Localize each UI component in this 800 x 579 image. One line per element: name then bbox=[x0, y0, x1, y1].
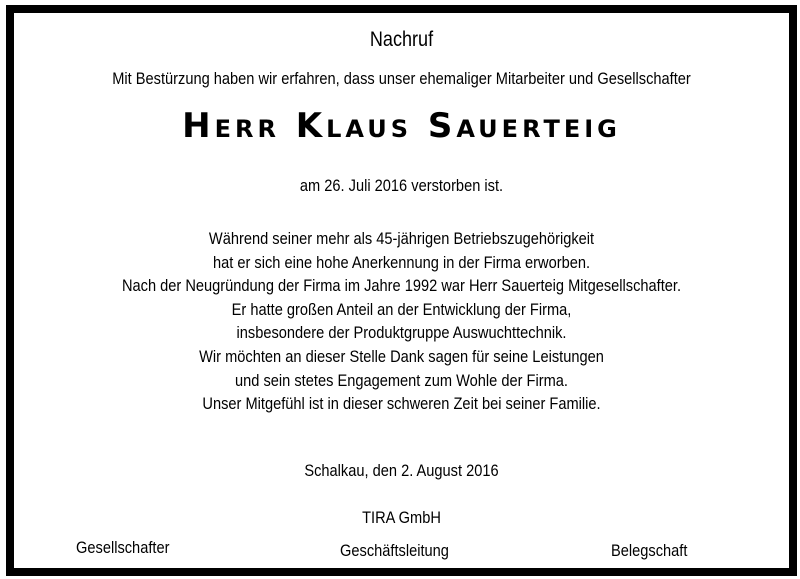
tribute-line: Er hatte großen Anteil an der Entwicklung der Firma, bbox=[231, 299, 572, 319]
signatory-geschaeftsleitung: Geschäftsleitung bbox=[340, 541, 449, 560]
company-name: TIRA GmbH bbox=[362, 508, 441, 527]
date-of-death: am 26. Juli 2016 verstorben ist. bbox=[299, 176, 504, 195]
signatory-gesellschafter: Gesellschafter bbox=[76, 538, 170, 557]
tribute-text bbox=[14, 227, 789, 416]
tribute-line: und sein stetes Engagement zum Wohle der Firma. bbox=[235, 370, 568, 390]
intro-text: Mit Bestürzung haben wir erfahren, dass unser ehemaliger Mitarbeiter und Gesellschafter bbox=[112, 69, 691, 88]
notice-heading: Nachruf bbox=[369, 28, 434, 51]
tribute-line: hat er sich eine hohe Anerkennung in der Firma erworben. bbox=[212, 252, 591, 272]
tribute-line: Während seiner mehr als 45-jährigen Betriebszugehörigkeit bbox=[208, 229, 595, 248]
place-and-date: Schalkau, den 2. August 2016 bbox=[304, 461, 499, 480]
tribute-line: Wir möchten an dieser Stelle Dank sagen für seine Leistungen bbox=[199, 346, 604, 366]
deceased-name: Herr Klaus Sauerteig bbox=[182, 106, 621, 146]
notice-frame bbox=[6, 5, 797, 576]
tribute-line: Unser Mitgefühl ist in dieser schweren Zeit bei seiner Familie. bbox=[202, 394, 601, 414]
signatory-belegschaft: Belegschaft bbox=[611, 541, 688, 560]
tribute-line: insbesondere der Produktgruppe Auswuchttechnik. bbox=[236, 323, 567, 343]
tribute-line: Nach der Neugründung der Firma im Jahre 1992 war Herr Sauerteig Mitgesellschafter. bbox=[121, 276, 682, 296]
